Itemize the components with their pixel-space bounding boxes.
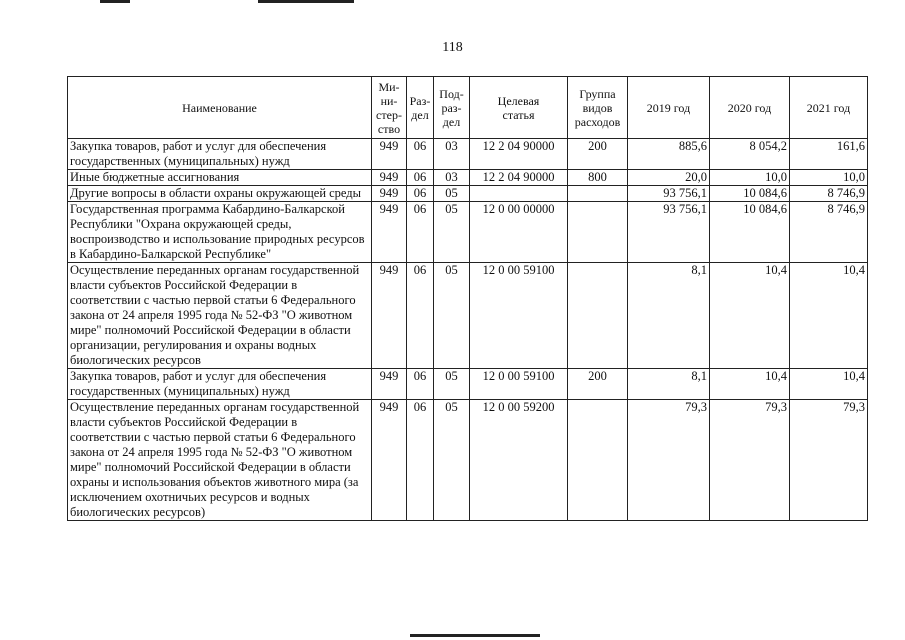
row-name: Осуществление переданных органам государственной власти субъектов Российской Федерации в соответствии с частью первой статьи 6 Федерального закона от 24 апреля 1995 года № 52-ФЗ "О животном мире" полномочий Российской Федерации в области организации, регулирования и охраны водных биологических ресурсов — [68, 263, 372, 369]
row-2020: 10,4 — [710, 263, 790, 369]
row-name: Закупка товаров, работ и услуг для обеспечения государственных (муниципальных) нужд — [68, 369, 372, 400]
row-group: 800 — [568, 170, 628, 186]
row-target: 12 2 04 90000 — [470, 139, 568, 170]
page-number: 118 — [442, 40, 463, 55]
row-2021: 79,3 — [790, 400, 868, 521]
row-ministry: 949 — [372, 170, 407, 186]
row-section: 06 — [407, 170, 434, 186]
row-target: 12 0 00 59100 — [470, 369, 568, 400]
row-name: Другие вопросы в области охраны окружающей среды — [68, 186, 372, 202]
row-section: 06 — [407, 202, 434, 263]
row-ministry: 949 — [372, 139, 407, 170]
table-row — [68, 263, 868, 369]
budget-table — [67, 76, 868, 521]
row-2020: 79,3 — [710, 400, 790, 521]
row-ministry: 949 — [372, 263, 407, 369]
table-row — [68, 400, 868, 521]
row-2019: 885,6 — [628, 139, 710, 170]
row-2020: 10,0 — [710, 170, 790, 186]
header-ministry: Ми- ни- стер- ство — [372, 77, 407, 139]
row-target: 12 2 04 90000 — [470, 170, 568, 186]
row-2019: 93 756,1 — [628, 186, 710, 202]
row-target: 12 0 00 00000 — [470, 202, 568, 263]
row-2019: 8,1 — [628, 369, 710, 400]
header-target: Целевая статья — [470, 77, 568, 139]
row-2021: 8 746,9 — [790, 186, 868, 202]
row-section: 06 — [407, 139, 434, 170]
row-name: Государственная программа Кабардино-Балкарской Республики "Охрана окружающей среды, воспроизводство и использование природных ресурсов в Кабардино-Балкарской Республике" — [68, 202, 372, 263]
row-2021: 10,0 — [790, 170, 868, 186]
row-2019: 20,0 — [628, 170, 710, 186]
row-2021: 8 746,9 — [790, 202, 868, 263]
row-2019: 79,3 — [628, 400, 710, 521]
header-subsection: Под- раз- дел — [434, 77, 470, 139]
row-ministry: 949 — [372, 186, 407, 202]
row-section: 06 — [407, 400, 434, 521]
row-2021: 161,6 — [790, 139, 868, 170]
row-2019: 8,1 — [628, 263, 710, 369]
row-subsection: 03 — [434, 170, 470, 186]
row-2021: 10,4 — [790, 369, 868, 400]
scan-artifact-bottom — [410, 634, 540, 637]
row-target: 12 0 00 59100 — [470, 263, 568, 369]
row-group — [568, 202, 628, 263]
table-header-row — [68, 77, 868, 139]
row-subsection: 05 — [434, 263, 470, 369]
row-group — [568, 400, 628, 521]
row-section: 06 — [407, 263, 434, 369]
header-2020: 2020 год — [710, 77, 790, 139]
row-ministry: 949 — [372, 202, 407, 263]
row-name: Закупка товаров, работ и услуг для обеспечения государственных (муниципальных) нужд — [68, 139, 372, 170]
scan-artifact-top-left — [100, 0, 130, 3]
row-2020: 10,4 — [710, 369, 790, 400]
table-row — [68, 139, 868, 170]
row-subsection: 05 — [434, 202, 470, 263]
table-row — [68, 186, 868, 202]
row-target — [470, 186, 568, 202]
table-row — [68, 202, 868, 263]
row-2019: 93 756,1 — [628, 202, 710, 263]
row-2020: 8 054,2 — [710, 139, 790, 170]
header-2021: 2021 год — [790, 77, 868, 139]
table-row — [68, 170, 868, 186]
row-name: Иные бюджетные ассигнования — [68, 170, 372, 186]
row-group — [568, 263, 628, 369]
row-subsection: 03 — [434, 139, 470, 170]
header-name: Наименование — [68, 77, 372, 139]
row-group — [568, 186, 628, 202]
row-subsection: 05 — [434, 369, 470, 400]
row-section: 06 — [407, 369, 434, 400]
scan-artifact-top-right — [258, 0, 354, 3]
header-section: Раз- дел — [407, 77, 434, 139]
row-2020: 10 084,6 — [710, 202, 790, 263]
row-subsection: 05 — [434, 186, 470, 202]
table-row — [68, 369, 868, 400]
header-2019: 2019 год — [628, 77, 710, 139]
header-group: Группа видов расходов — [568, 77, 628, 139]
row-name: Осуществление переданных органам государственной власти субъектов Российской Федерации в соответствии с частью первой статьи 6 Федерального закона от 24 апреля 1995 года № 52-ФЗ "О животном мире" полномочий Российской Федерации в области охраны и использования объектов животного мира (за исключением охотничьих ресурсов и водных биологических ресурсов) — [68, 400, 372, 521]
row-target: 12 0 00 59200 — [470, 400, 568, 521]
row-subsection: 05 — [434, 400, 470, 521]
row-ministry: 949 — [372, 400, 407, 521]
row-2020: 10 084,6 — [710, 186, 790, 202]
row-section: 06 — [407, 186, 434, 202]
row-2021: 10,4 — [790, 263, 868, 369]
row-group: 200 — [568, 369, 628, 400]
row-group: 200 — [568, 139, 628, 170]
row-ministry: 949 — [372, 369, 407, 400]
